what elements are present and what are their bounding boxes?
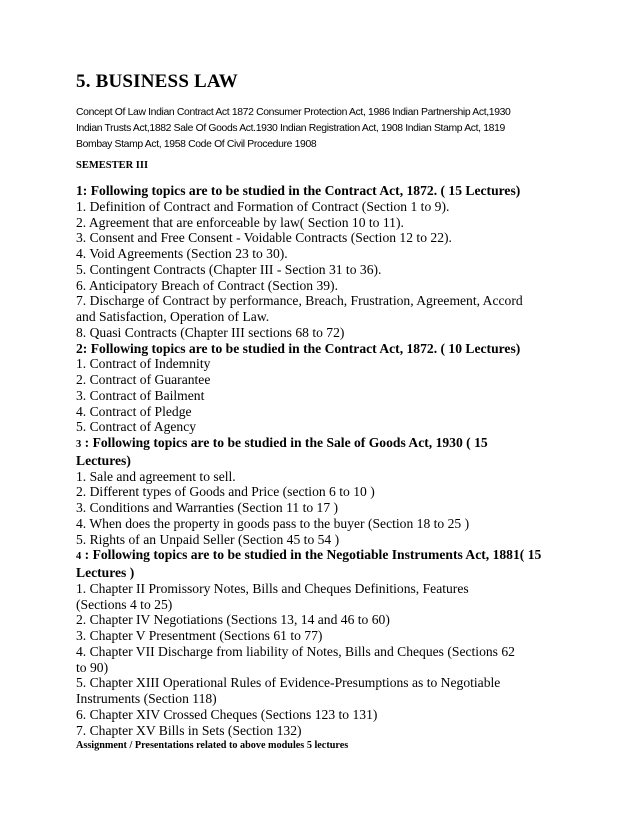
section-heading bbox=[76, 547, 556, 565]
topic-item: 3. Contract of Bailment bbox=[76, 387, 205, 403]
section-heading-text: : Following topics are to be studied in the Sale of Goods Act, 1930 ( 15 bbox=[81, 435, 488, 450]
topic-item-continued: and Satisfaction, Operation of Law. bbox=[76, 309, 270, 324]
topic-item-continued: to 90) bbox=[76, 659, 109, 675]
acts-line: Concept Of Law Indian Contract Act 1872 Consumer Protection Act, 1986 Indian Partnership Act,1930 bbox=[76, 107, 511, 118]
topic-item: 1. Contract of Indemnity bbox=[76, 356, 211, 372]
section-heading-continued: Lectures) bbox=[76, 452, 131, 468]
topic-item: 4. Chapter VII Discharge from liability of Notes, Bills and Cheques (Sections 62 bbox=[76, 643, 515, 659]
topic-item: 2. Agreement that are enforceable by law( Section 10 to 11). bbox=[76, 214, 404, 230]
section-heading bbox=[76, 435, 556, 453]
section-heading-continued: Lectures ) bbox=[76, 565, 135, 580]
topic-item: 6. Anticipatory Breach of Contract (Section 39). bbox=[76, 277, 338, 293]
topic-item-continued: (Sections 4 to 25) bbox=[76, 596, 173, 612]
topic-item: 5. Contingent Contracts (Chapter III - Section 31 to 36). bbox=[76, 261, 382, 277]
topic-item: 1. Chapter II Promissory Notes, Bills and Cheques Definitions, Features bbox=[76, 580, 469, 596]
topic-item: 4. Void Agreements (Section 23 to 30). bbox=[76, 246, 288, 261]
topic-item-continued: Instruments (Section 118) bbox=[76, 691, 217, 706]
topic-item: 2. Different types of Goods and Price (section 6 to 10 ) bbox=[76, 484, 375, 500]
topic-item: 5. Contract of Agency bbox=[76, 419, 197, 435]
topic-item: 7. Chapter XV Bills in Sets (Section 132) bbox=[76, 722, 302, 738]
topic-item: 1. Sale and agreement to sell. bbox=[76, 468, 236, 484]
syllabus-acts-list bbox=[76, 105, 576, 153]
syllabus-body bbox=[76, 183, 556, 753]
topic-item: 8. Quasi Contracts (Chapter III sections 68 to 72) bbox=[76, 324, 345, 340]
topic-item: 2. Contract of Guarantee bbox=[76, 372, 211, 387]
topic-item: 3. Conditions and Warranties (Section 11 to 17 ) bbox=[76, 500, 339, 515]
topic-item: 3. Chapter V Presentment (Sections 61 to 77) bbox=[76, 628, 323, 643]
section-heading: 2: Following topics are to be studied in the Contract Act, 1872. ( 10 Lectures) bbox=[76, 340, 521, 356]
topic-item: 5. Rights of an Unpaid Seller (Section 45 to 54 ) bbox=[76, 531, 340, 547]
topic-item: 3. Consent and Free Consent - Voidable Contracts (Section 12 to 22). bbox=[76, 230, 452, 246]
section-heading: 1: Following topics are to be studied in the Contract Act, 1872. ( 15 Lectures) bbox=[76, 183, 521, 198]
topic-item: 7. Discharge of Contract by performance, Breach, Frustration, Agreement, Accord bbox=[76, 293, 523, 309]
section-number: 3 bbox=[76, 439, 82, 450]
topic-item: 6. Chapter XIV Crossed Cheques (Sections 123 to 131) bbox=[76, 706, 378, 722]
topic-item: 1. Definition of Contract and Formation of Contract (Section 1 to 9). bbox=[76, 198, 450, 214]
semester-label: SEMESTER III bbox=[76, 160, 149, 171]
section-number: 4 bbox=[76, 551, 82, 563]
assignment-note: Assignment / Presentations related to above modules 5 lectures bbox=[76, 740, 349, 752]
page-title: 5. BUSINESS LAW bbox=[76, 71, 238, 92]
section-heading-text: : Following topics are to be studied in the Negotiable Instruments Act, 1881( 15 bbox=[81, 547, 542, 563]
acts-line: Bombay Stamp Act, 1958 Code Of Civil Procedure 1908 bbox=[76, 139, 317, 150]
topic-item: 4. Contract of Pledge bbox=[76, 403, 192, 419]
topic-item: 5. Chapter XIII Operational Rules of Evidence-Presumptions as to Negotiable bbox=[76, 675, 501, 691]
topic-item: 2. Chapter IV Negotiations (Sections 13, 14 and 46 to 60) bbox=[76, 612, 390, 628]
acts-line: Indian Trusts Act,1882 Sale Of Goods Act.1930 Indian Registration Act, 1908 Indian Stamp Act, 1819 bbox=[76, 123, 505, 134]
topic-item: 4. When does the property in goods pass to the buyer (Section 18 to 25 ) bbox=[76, 515, 470, 531]
